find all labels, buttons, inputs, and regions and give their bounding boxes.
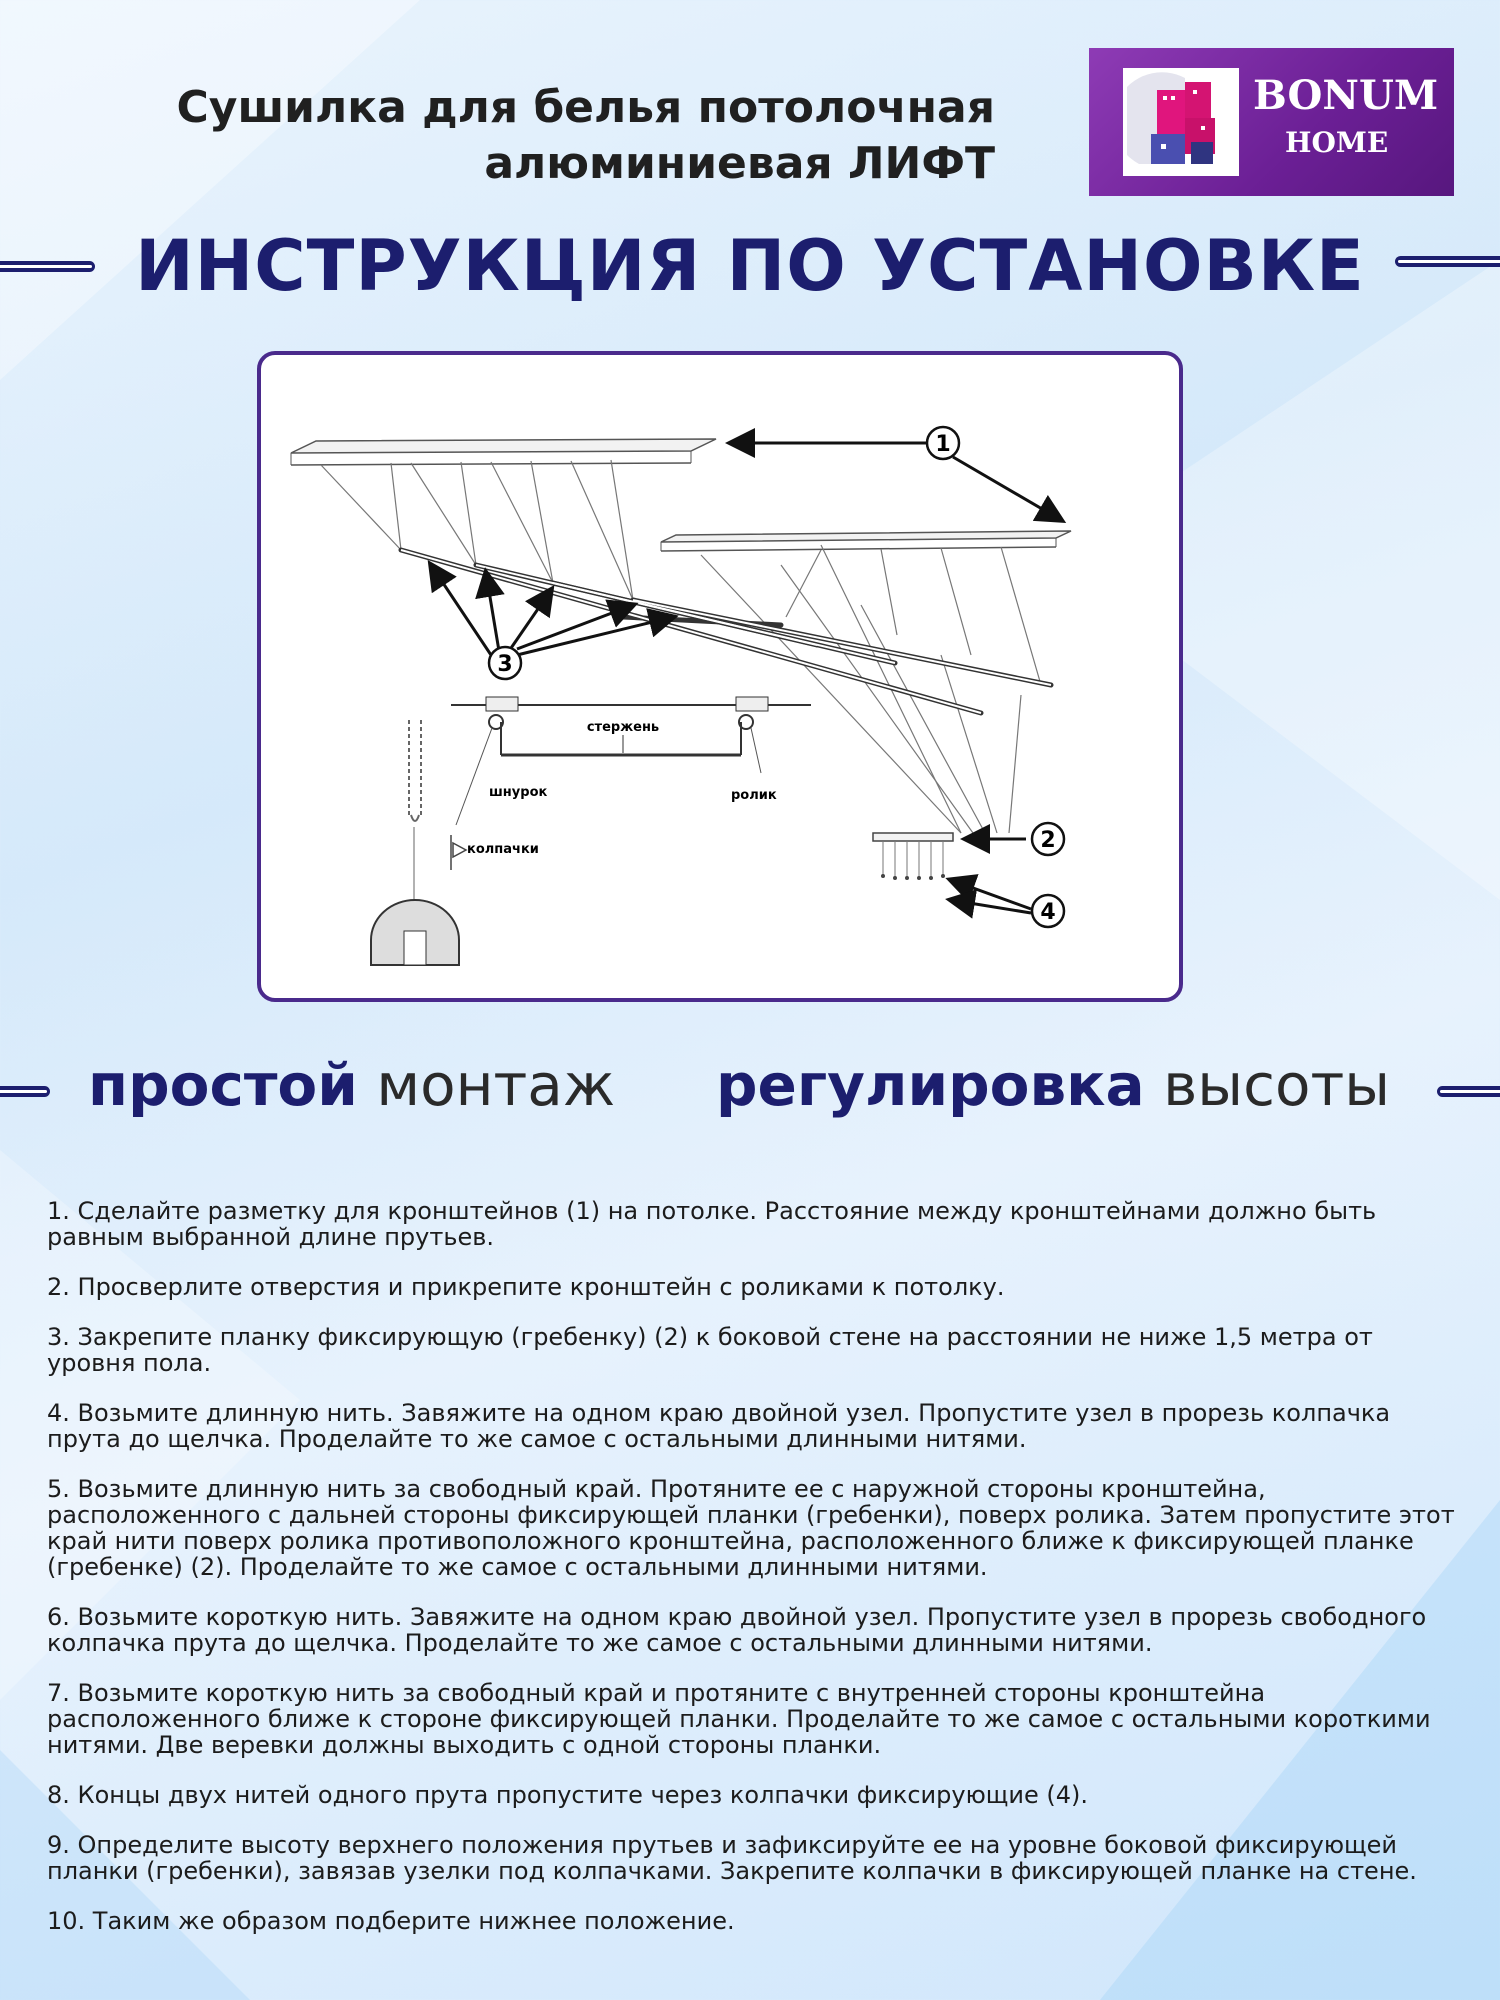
step-2: 2. Просверлите отверстия и прикрепите кронштейн с роликами к потолку. — [47, 1273, 1005, 1301]
installation-steps — [47, 1198, 1457, 1958]
logo-sub-text: HOME — [1285, 126, 1389, 159]
product-title-line2: алюминиевая ЛИФТ — [484, 138, 995, 189]
label-caps: колпачки — [467, 842, 539, 857]
label-rod: стержень — [586, 720, 660, 735]
label-cord: шнурок — [489, 785, 548, 800]
page-heading: ИНСТРУКЦИЯ ПО УСТАНОВКЕ — [135, 225, 1365, 307]
ceiling-bracket-right — [661, 531, 1071, 551]
svg-text:1: 1 — [935, 432, 951, 457]
step-5: 5. Возьмите длинную нить за свободный край. Протяните ее с наружной стороны кронштейна, расположенного с дальней стороны фиксирующей планки (гребенки), поверх ролика. Затем пропустите этот край нити поверх ролика противоположного кронштейна, расположенного ближе к фиксирующей планке (гребенке) (2). Проделайте то же самое с остальными длинными нитями. — [47, 1475, 1455, 1581]
installation-diagram — [257, 351, 1183, 1002]
step-10: 10. Таким же образом подберите нижнее положение. — [47, 1907, 735, 1935]
label-roller: ролик — [731, 788, 777, 803]
slogan-left-line — [0, 1086, 50, 1097]
step-9: 9. Определите высоту верхнего положения прутьев и зафиксируйте ее на уровне боковой фиксирующей планки (гребенки), завязав узелки под колпачками. Закрепите колпачки в фиксирующей планке на стене. — [47, 1831, 1417, 1885]
callout-2 — [1032, 823, 1064, 855]
slogan-left-strong: простой — [88, 1051, 358, 1119]
strings — [321, 460, 1041, 833]
logo-emblem-icon — [1123, 68, 1239, 176]
slogan-easy-install — [88, 1051, 616, 1119]
slogan-right-light: высоты — [1163, 1051, 1391, 1119]
svg-text:4: 4 — [1040, 900, 1056, 925]
step-4: 4. Возьмите длинную нить. Завяжите на одном краю двойной узел. Пропустите узел в прорезь колпачка прута до щелчка. Проделайте то же самое с остальными длинными нитями. — [47, 1399, 1391, 1453]
brand-logo — [1089, 48, 1454, 196]
step-1: 1. Сделайте разметку для кронштейнов (1) на потолке. Расстояние между кронштейнами должно быть равным выбранной длине прутьев. — [47, 1197, 1377, 1251]
chain-cap-detail — [371, 720, 466, 965]
step-3: 3. Закрепите планку фиксирующую (гребенку) (2) к боковой стене на расстоянии не ниже 1,5 метра от уровня пола. — [47, 1323, 1373, 1377]
drying-rods — [401, 550, 1051, 713]
callout-3 — [489, 647, 521, 679]
product-title-line1: Сушилка для белья потолочная — [176, 82, 995, 133]
svg-text:3: 3 — [497, 652, 513, 677]
logo-brand-text: BONUM — [1253, 72, 1439, 119]
slogan-right-strong: регулировка — [716, 1051, 1145, 1119]
callout-4 — [1032, 895, 1064, 927]
callout-1 — [927, 427, 959, 459]
heading-right-line — [1395, 256, 1500, 267]
svg-text:2: 2 — [1040, 828, 1056, 853]
slogan-right-line — [1437, 1086, 1500, 1097]
step-6: 6. Возьмите короткую нить. Завяжите на одном краю двойной узел. Пропустите узел в прорезь свободного колпачка прута до щелчка. Проделайте то же самое с остальными длинными нитями. — [47, 1603, 1427, 1657]
fixing-bar — [873, 833, 953, 880]
step-8: 8. Концы двух нитей одного прута пропустите через колпачки фиксирующие (4). — [47, 1781, 1088, 1809]
slogan-height-adjust — [716, 1051, 1391, 1119]
step-7: 7. Возьмите короткую нить за свободный край и протяните с внутренней стороны кронштейна расположенного ближе к стороне фиксирующей планки. Проделайте то же самое с остальными короткими нитями. Две веревки должны выходить с одной стороны планки. — [47, 1679, 1431, 1759]
slogan-left-light: монтаж — [376, 1051, 616, 1119]
ceiling-bracket-left — [291, 439, 716, 465]
rod-roller-detail — [451, 697, 811, 825]
